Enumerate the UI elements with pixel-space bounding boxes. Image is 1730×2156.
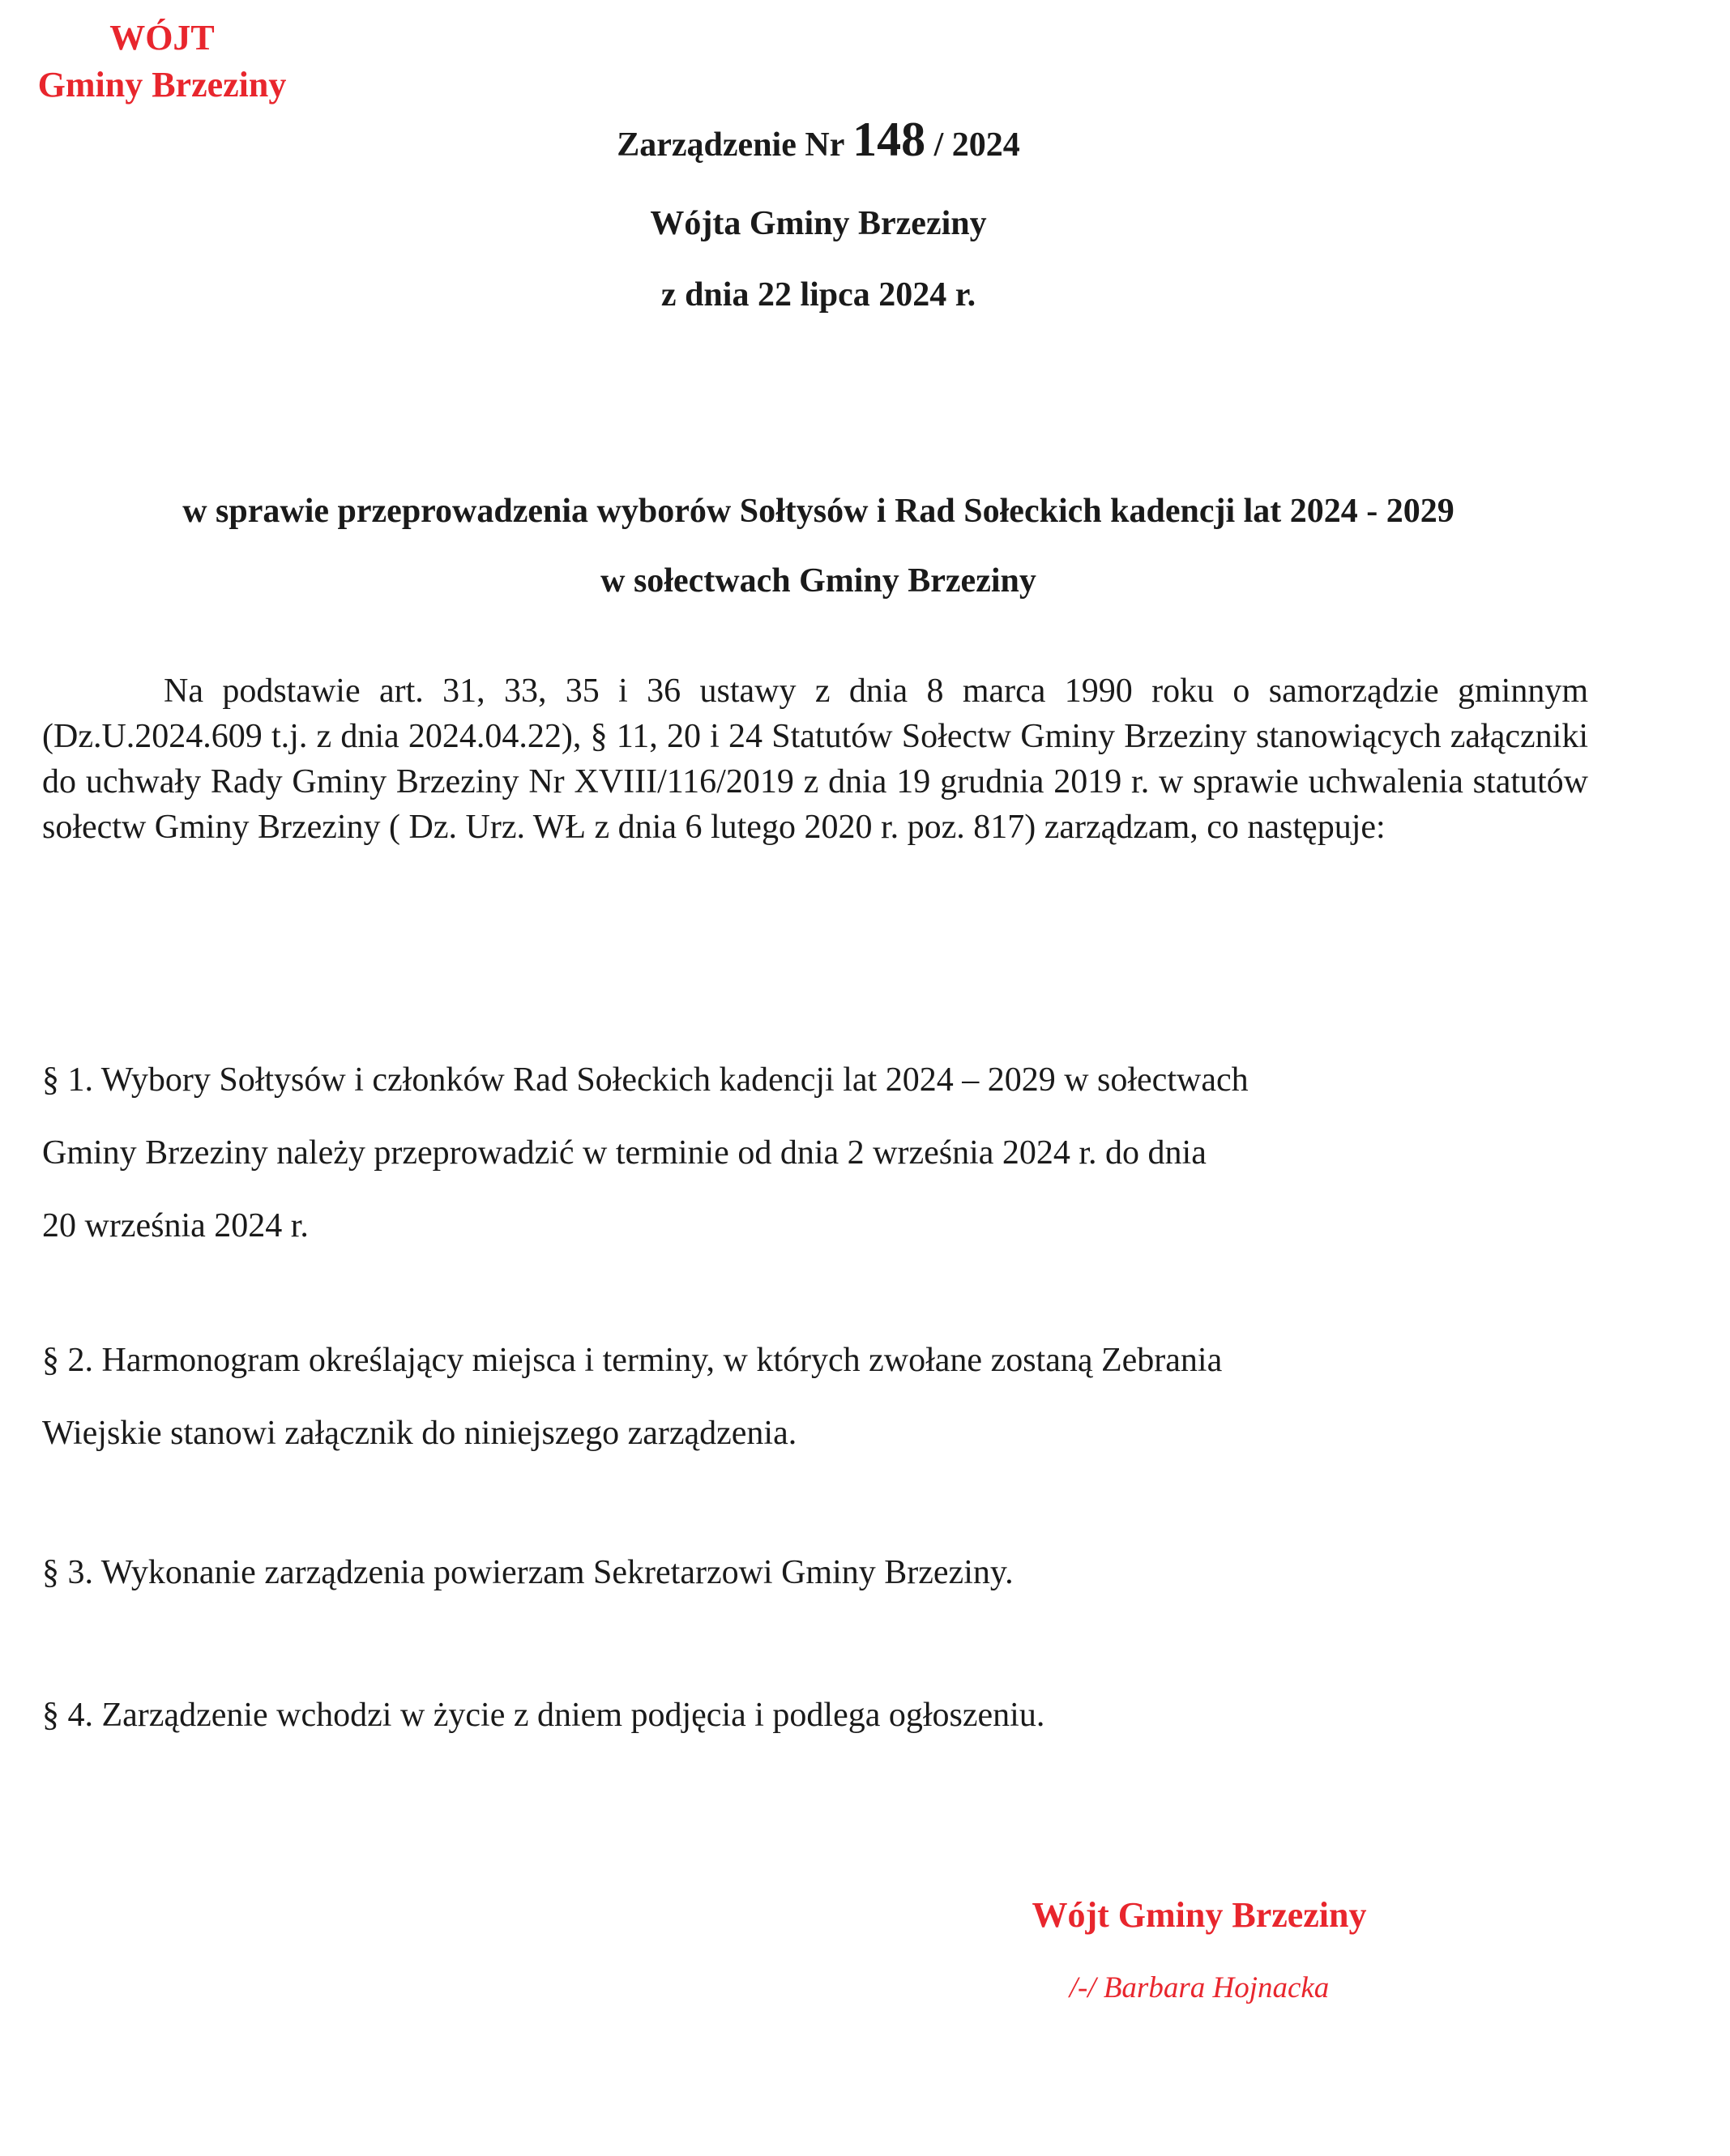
title-prefix: Zarządzenie Nr: [617, 126, 844, 164]
title-number: 148: [852, 113, 926, 166]
document-title: [0, 112, 1637, 168]
title-issuer: Wójta Gminy Brzeziny: [650, 205, 987, 242]
signature-name: /-/ Barbara Hojnacka: [1069, 1971, 1330, 2004]
subject-line1: w sprawie przeprowadzenia wyborów Sołtysów i Rad Sołeckich kadencji lat 2024 - 2029: [182, 493, 1454, 530]
paragraph-3: [42, 1536, 1582, 1609]
paragraph-3-line1: § 3. Wykonanie zarządzenia powierzam Sekretarzowi Gminy Brzeziny.: [42, 1554, 1014, 1591]
legal-basis-preamble: Na podstawie art. 31, 33, 35 i 36 ustawy z dnia 8 marca 1990 roku o samorządzie gminnym (Dz.U.2024.609 t.j. z dnia 2024.04.22), § 11, 20 i 24 Statutów Sołectw Gminy Brzeziny stanowiących załączniki do uchwały Rady Gminy Brzeziny Nr XVIII/116/2019 z dnia 19 grudnia 2019 r. w sprawie uchwalenia statutów sołectw Gminy Brzeziny ( Dz. Urz. WŁ z dnia 6 lutego 2020 r. poz. 817) zarządzam, co następuje:: [42, 672, 1588, 846]
issuer-header: [0, 15, 324, 109]
subject-line2: w sołectwach Gminy Brzeziny: [600, 562, 1036, 600]
paragraph-4-line1: § 4. Zarządzenie wchodzi w życie z dniem podjęcia i podlega ogłoszeniu.: [42, 1697, 1045, 1734]
paragraph-2-line1: § 2. Harmonogram określający miejsca i terminy, w których zwołane zostaną Zebrania: [42, 1342, 1223, 1379]
signature-title: Wójt Gminy Brzeziny: [1032, 1895, 1367, 1935]
paragraph-1-line1: § 1. Wybory Sołtysów i członków Rad Sołeckich kadencji lat 2024 – 2029 w sołectwach: [42, 1061, 1249, 1099]
issuer-header-line2: Gminy Brzeziny: [37, 65, 287, 105]
paragraph-1-line2: Gminy Brzeziny należy przeprowadzić w terminie od dnia 2 września 2024 r. do dnia: [42, 1134, 1207, 1172]
paragraph-2: [42, 1324, 1582, 1470]
document-subject: [0, 476, 1637, 616]
paragraph-2-line2: Wiejskie stanowi załącznik do niniejszego zarządzenia.: [42, 1415, 797, 1452]
title-date: z dnia 22 lipca 2024 r.: [660, 276, 976, 314]
paragraph-4: [42, 1679, 1582, 1752]
paragraph-1-line3: 20 września 2024 r.: [42, 1207, 309, 1245]
paragraph-1: [42, 1044, 1582, 1262]
title-suffix: / 2024: [933, 126, 1020, 164]
issuer-header-line1: WÓJT: [109, 18, 215, 58]
